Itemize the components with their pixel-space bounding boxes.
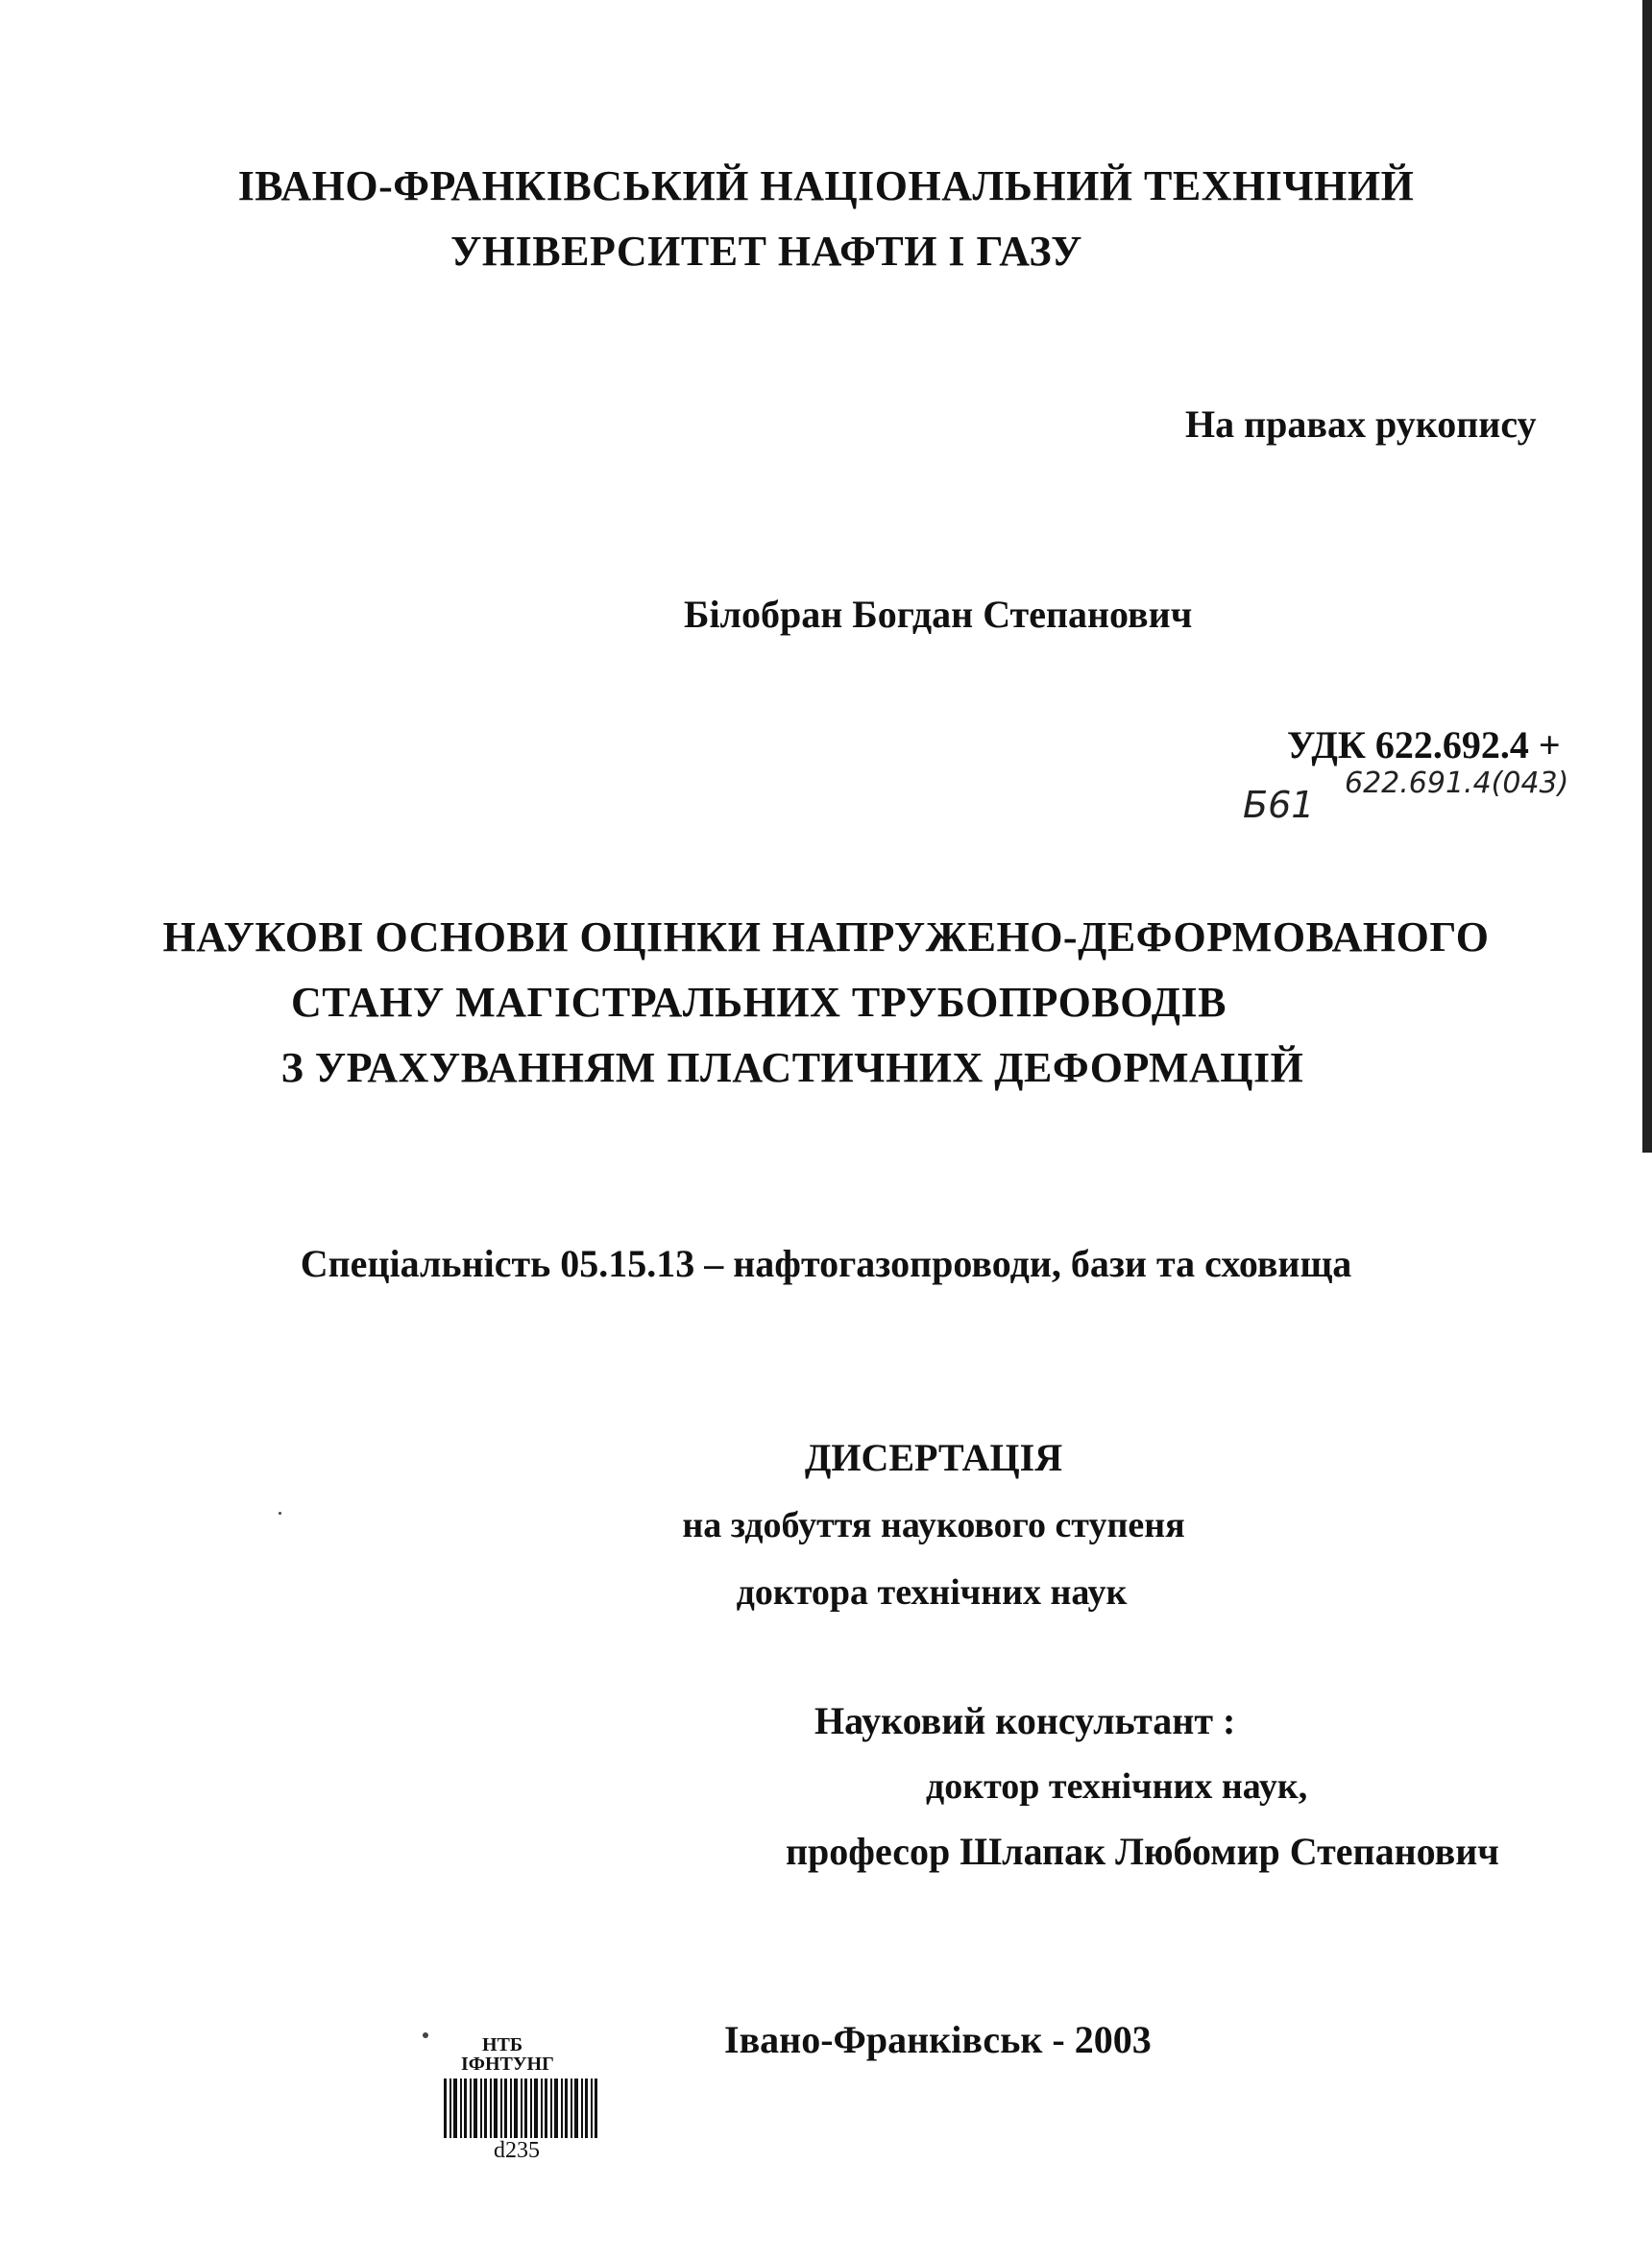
library-stamp-line1: НТБ bbox=[482, 2034, 523, 2055]
library-barcode bbox=[444, 2079, 597, 2138]
author-name: Білобран Богдан Степанович bbox=[684, 593, 1193, 636]
university-name-line1: ІВАНО-ФРАНКІВСЬКИЙ НАЦІОНАЛЬНИЙ ТЕХНІЧНИЙ bbox=[237, 162, 1415, 209]
title-line1: НАУКОВІ ОСНОВИ ОЦІНКИ НАПРУЖЕНО-ДЕФОРМОВАНОГО bbox=[162, 913, 1490, 960]
udk-code: УДК 622.692.4 + bbox=[1287, 723, 1561, 766]
scan-speck bbox=[279, 1512, 281, 1515]
place-year: Івано-Франківськ - 2003 bbox=[724, 2018, 1152, 2061]
consultant-name: професор Шлапак Любомир Степанович bbox=[786, 1830, 1499, 1873]
title-line2: СТАНУ МАГІСТРАЛЬНИХ ТРУБОПРОВОДІВ bbox=[290, 979, 1227, 1026]
library-stamp-line2: ІФНТУНГ bbox=[461, 2054, 554, 2075]
university-name-line2: УНІВЕРСИТЕТ НАФТИ І ГАЗУ bbox=[450, 228, 1082, 275]
scan-edge-shadow bbox=[1642, 0, 1652, 1153]
library-stamp-code: d235 bbox=[494, 2138, 540, 2163]
dissertation-degree-line2: доктора технічних наук bbox=[736, 1572, 1128, 1613]
specialty: Спеціальність 05.15.13 – нафтогазопроводи, бази та сховища bbox=[300, 1242, 1352, 1285]
manuscript-note: На правах рукопису bbox=[1185, 402, 1537, 446]
dissertation-heading: ДИСЕРТАЦІЯ bbox=[804, 1436, 1063, 1479]
title-line3: З УРАХУВАННЯМ ПЛАСТИЧНИХ ДЕФОРМАЦІЙ bbox=[280, 1044, 1304, 1091]
udk-handwritten-code: 622.691.4(043) bbox=[1345, 766, 1569, 800]
consultant-degree: доктор технічних наук, bbox=[926, 1766, 1308, 1807]
consultant-label: Науковий консультант : bbox=[814, 1699, 1236, 1742]
dissertation-degree-line1: на здобуття наукового ступеня bbox=[682, 1505, 1185, 1545]
shelf-mark-handwritten: Б61 bbox=[1243, 784, 1315, 826]
scan-speck bbox=[423, 2032, 428, 2038]
